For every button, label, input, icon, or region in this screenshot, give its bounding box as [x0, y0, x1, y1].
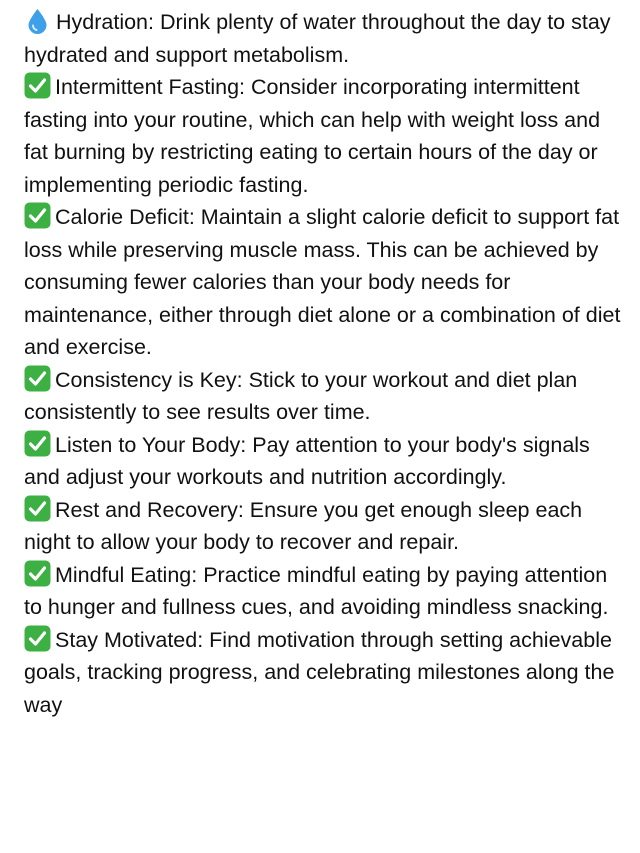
item-title: Mindful Eating: — [55, 562, 198, 587]
list-item-consistency — [24, 364, 624, 429]
item-title: Rest and Recovery: — [55, 497, 244, 522]
list-item-listen-to-body — [24, 429, 624, 494]
check-icon — [24, 430, 51, 457]
check-icon — [24, 560, 51, 587]
list-item-rest-and-recovery — [24, 494, 624, 559]
item-text: Stick to your workout and diet plan consistently to see results over time. — [24, 367, 578, 424]
item-title: Consistency is Key: — [55, 367, 243, 392]
list-item-hydration — [24, 6, 624, 71]
check-icon — [24, 625, 51, 652]
item-text: Maintain a slight calorie deficit to support fat loss while preserving muscle mass. This can be achieved by consuming fewer calories than your body needs for maintenance, either through diet alone or a combination of diet and exercise. — [24, 205, 621, 359]
item-text: Consider incorporating intermittent fasting into your routine, which can help with weight loss and fat burning by restricting eating to certain hours of the day or implementing periodic fasting. — [24, 75, 601, 197]
item-text: Drink plenty of water throughout the day to stay hydrated and support metabolism. — [24, 10, 611, 67]
check-icon — [24, 495, 51, 522]
check-icon — [24, 365, 51, 392]
item-title: Listen to Your Body: — [55, 432, 247, 457]
list-item-intermittent-fasting — [24, 71, 624, 201]
item-title: Intermittent Fasting: — [55, 75, 245, 99]
item-text: Ensure you get enough sleep each night to allow your body to recover and repair. — [24, 497, 583, 554]
check-icon — [24, 72, 51, 99]
item-title: Calorie Deficit: — [55, 205, 195, 229]
item-title: Stay Motivated: — [55, 627, 204, 652]
list-item-calorie-deficit — [24, 201, 624, 364]
check-icon — [24, 202, 51, 229]
item-text: Find motivation through setting achievable goals, tracking progress, and celebrating milestones along the way — [24, 627, 615, 717]
item-title: Hydration: — [56, 10, 154, 34]
list-item-stay-motivated — [24, 624, 624, 722]
droplet-icon — [24, 7, 50, 34]
item-text: Pay attention to your body's signals and adjust your workouts and nutrition accordingly. — [24, 432, 590, 489]
item-text: Practice mindful eating by paying attention to hunger and fullness cues, and avoiding mindless snacking. — [24, 562, 609, 619]
list-item-mindful-eating — [24, 559, 624, 624]
tips-document — [24, 6, 624, 721]
